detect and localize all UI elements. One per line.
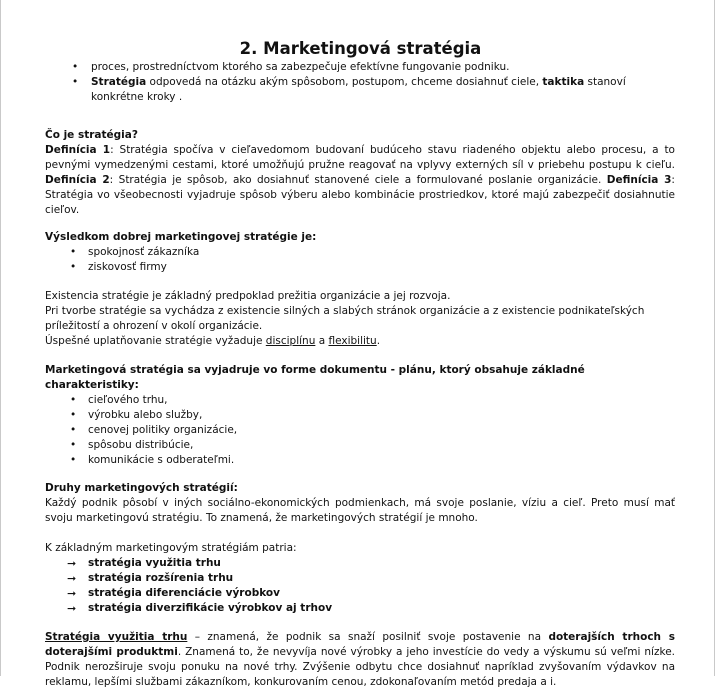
list-item: ➞ stratégia rozšírenia trhu [45,571,675,586]
existence-line-3 [45,334,675,349]
section-heading-what-is: Čo je stratégia? [45,129,138,141]
list-item: ➞ stratégia diverzifikácie výrobkov aj trhov [45,601,675,616]
result-list [45,245,675,275]
types-paragraph: Každý podnik pôsobí v iných sociálno-ekonomických podmienkach, má svoje poslanie, víziu a cieľ. Preto musí mať svoju marketingovú stratégiu. To znamená, že marketingových stratégií je mnoho. [45,497,675,524]
list-item: • spokojnosť zákazníka [45,245,675,260]
existence-line-1: Existencia stratégie je základný predpoklad prežitia organizácie a jej rozvoja. [45,290,451,302]
market-use-emphasis: doterajších trhoch s doterajšími produktmi [45,631,675,658]
strategia-term: Stratégia [91,76,147,88]
basic-strategies-intro: K základným marketingovým stratégiám patria: [45,542,297,554]
page-title: 2. Marketingová stratégia [239,39,482,58]
section-heading-document: Marketingová stratégia sa vyjadruje vo forme dokumentu - plánu, ktorý obsahuje základné charakteristiky: [45,364,585,391]
taktika-term: taktika [542,76,585,88]
market-use-label: Stratégia využitia trhu [45,631,188,643]
document-content [45,38,675,690]
list-item: • cenovej politiky organizácie, [45,423,675,438]
market-use-text: – znamená, že podnik sa snaží posilniť svoje postavenie na [187,631,549,643]
list-item: • proces, prostredníctvom ktorého sa zabezpečuje efektívne fungovanie podniku. [45,60,675,75]
bullet-text: odpovedá na otázku akým spôsobom, postupom, chceme dosiahnuť ciele, [146,76,543,88]
definition-3-text: : Stratégia vo všeobecnosti vyjadruje spôsob výberu alebo kombinácie prostriedkov, ktoré majú zabezpečiť dosiahnutie cieľov. [45,174,675,216]
disciplina-link[interactable]: disciplínu [265,335,316,347]
definition-3-label: Definícia 3 [606,174,672,186]
list-item: • spôsobu distribúcie, [45,438,675,453]
list-item: ➞ stratégia diferenciácie výrobkov [45,586,675,601]
basic-strategies-list [45,556,675,616]
existence-text: Úspešné uplatňovanie stratégie vyžaduje [45,335,266,347]
flexibilita-link[interactable]: flexibilitu [328,335,377,347]
definition-1-label: Definícia 1 [45,144,111,156]
definition-2-label: Definícia 2 [45,174,110,186]
existence-line-2: Pri tvorbe stratégie sa vychádza z existencie silných a slabých stránok organizácie a z existencie podnikateľských príležitostí a ohrození v okolí organizácie. [45,305,645,332]
definition-2-text: : Stratégia je spôsob, ako dosiahnuť stanovené ciele a formulované poslanie organizácie. [109,174,607,186]
document-characteristics-list [45,393,675,468]
market-use-paragraph [45,630,675,690]
list-item: • komunikácie s odberateľmi. [45,453,675,468]
definitions-paragraph [45,143,675,218]
definition-1-text: : Stratégia spočíva v cieľavedomom budovaní budúceho stavu riadeného objektu alebo procesu, a to pevnými vymedzenými cestami, ktoré umožňujú pružne reagovať na vplyvy externých síl v priebehu postupu k cieľu. [45,144,675,171]
list-item: • cieľového trhu, [45,393,675,408]
section-heading-result: Výsledkom dobrej marketingovej stratégie je: [45,231,317,243]
intro-bullet-list [45,60,675,105]
bullet-text: stanoví konkrétne kroky . [91,76,626,103]
section-heading-types: Druhy marketingových stratégií: [45,482,238,494]
list-item: • ziskovosť firmy [45,260,675,275]
existence-text: a [315,335,329,347]
existence-text: . [376,335,381,347]
list-item [45,75,675,105]
market-use-text: . Znamená to, že nevyvíja nové výrobky a jeho investície do vedy a výskumu sú veľmi nízke. Podnik nerozširuje svoju ponuku na nové trhy. Zvýšenie odbytu chce dosiahnuť napríklad zvyšovaním výdavkov na reklamu, lepšími službami zákazníkom, konkurovaním cenou, zdokonaľovaním metód predaja a i. [45,646,675,688]
list-item: ➞ stratégia využitia trhu [45,556,675,571]
list-item: • výrobku alebo služby, [45,408,675,423]
